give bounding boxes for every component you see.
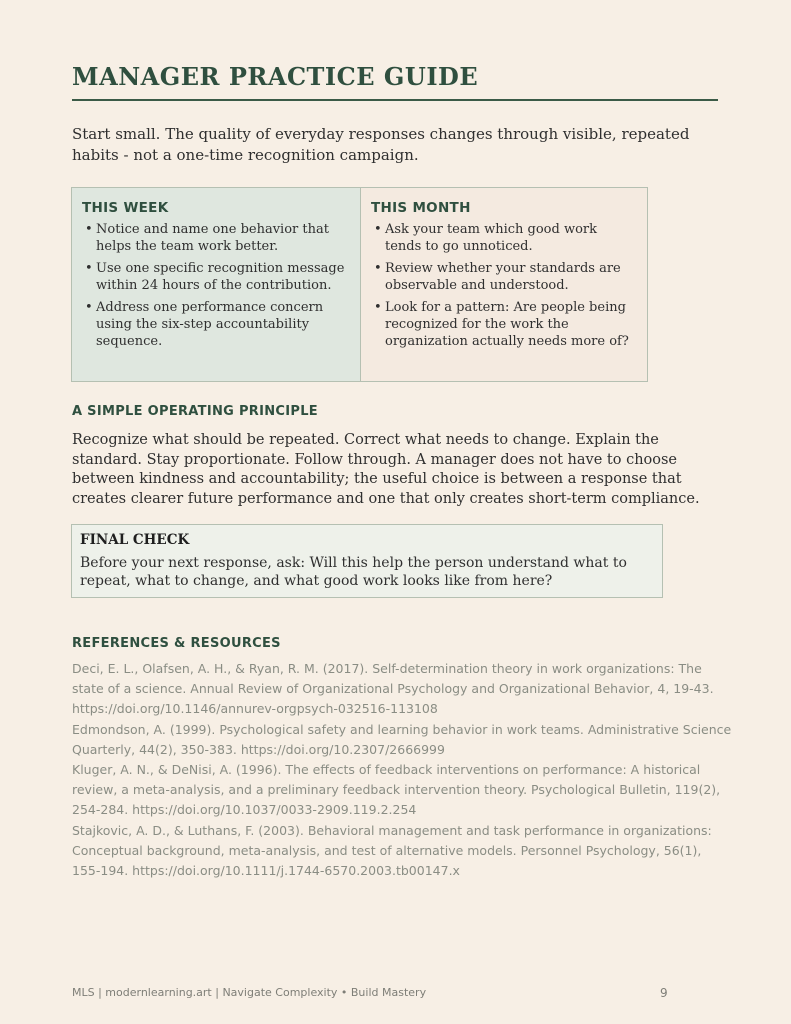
this-week-list (82, 221, 350, 350)
this-month-list (371, 221, 637, 350)
final-check-heading: FINAL CHECK (80, 532, 190, 548)
intro-paragraph: Start small. The quality of everyday responses changes through visible, repeated habits - not a one-time recognition campaign. (72, 125, 690, 164)
page-number: 9 (660, 986, 668, 1000)
page-title: MANAGER PRACTICE GUIDE (72, 62, 479, 91)
list-item: • Review whether your standards are observable and understood. (371, 260, 637, 294)
this-month-column (361, 188, 647, 381)
list-item: • Notice and name one behavior that helps the team work better. (82, 221, 350, 255)
list-item: • Ask your team which good work tends to go unnoticed. (371, 221, 637, 255)
reference-item: Edmondson, A. (1999). Psychological safety and learning behavior in work teams. Administrative Science Quarterly, 44(2), 350-383. https://doi.org/10.2307/2666999 (72, 721, 732, 757)
list-item: • Use one specific recognition message within 24 hours of the contribution. (82, 260, 350, 294)
reference-item: Kluger, A. N., & DeNisi, A. (1996). The effects of feedback interventions on performance: A historical review, a meta-analysis, and a preliminary feedback intervention theory. Psychological Bulletin, 119(2), 254-284. https://doi.org/10.1037/0033-2909.119.2.254 (72, 762, 721, 818)
list-item: • Address one performance concern using the six-step accountability sequence. (82, 299, 350, 350)
final-check-text: Before your next response, ask: Will this help the person understand what to repeat, what to change, and what good work looks like from here? (80, 555, 627, 589)
this-week-column (72, 188, 361, 381)
this-month-heading: THIS MONTH (371, 200, 471, 216)
principle-heading: A SIMPLE OPERATING PRINCIPLE (72, 404, 318, 419)
reference-item: Stajkovic, A. D., & Luthans, F. (2003). Behavioral management and task performance in organizations: Conceptual background, meta-analysis, and test of alternative models. Personnel Psychology, 56(1), 155-194. https://doi.org/10.1111/j.1744-6570.2003.tb00147.x (72, 822, 712, 879)
references-heading: REFERENCES & RESOURCES (72, 636, 281, 651)
footer-text: MLS | modernlearning.art | Navigate Complexity • Build Mastery (72, 986, 427, 999)
references-list (72, 659, 732, 881)
title-divider (72, 99, 718, 101)
action-plan-table (71, 187, 648, 382)
principle-paragraph: Recognize what should be repeated. Correct what needs to change. Explain the standard. Stay proportionate. Follow through. A manager does not have to choose between kindness and accountability; the useful choice is between a response that creates clearer future performance and one that only creates short-term compliance. (72, 432, 700, 507)
reference-item: Deci, E. L., Olafsen, A. H., & Ryan, R. M. (2017). Self-determination theory in work organizations: The state of a science. Annual Review of Organizational Psychology and Organizational Behavior, 4, 19-43. https://doi.org/10.1146/annurev-orgpsych-032516-113108 (72, 661, 714, 717)
list-item: • Look for a pattern: Are people being recognized for the work the organization actually needs more of? (371, 299, 637, 350)
final-check-box (71, 524, 663, 598)
this-week-heading: THIS WEEK (82, 200, 169, 216)
